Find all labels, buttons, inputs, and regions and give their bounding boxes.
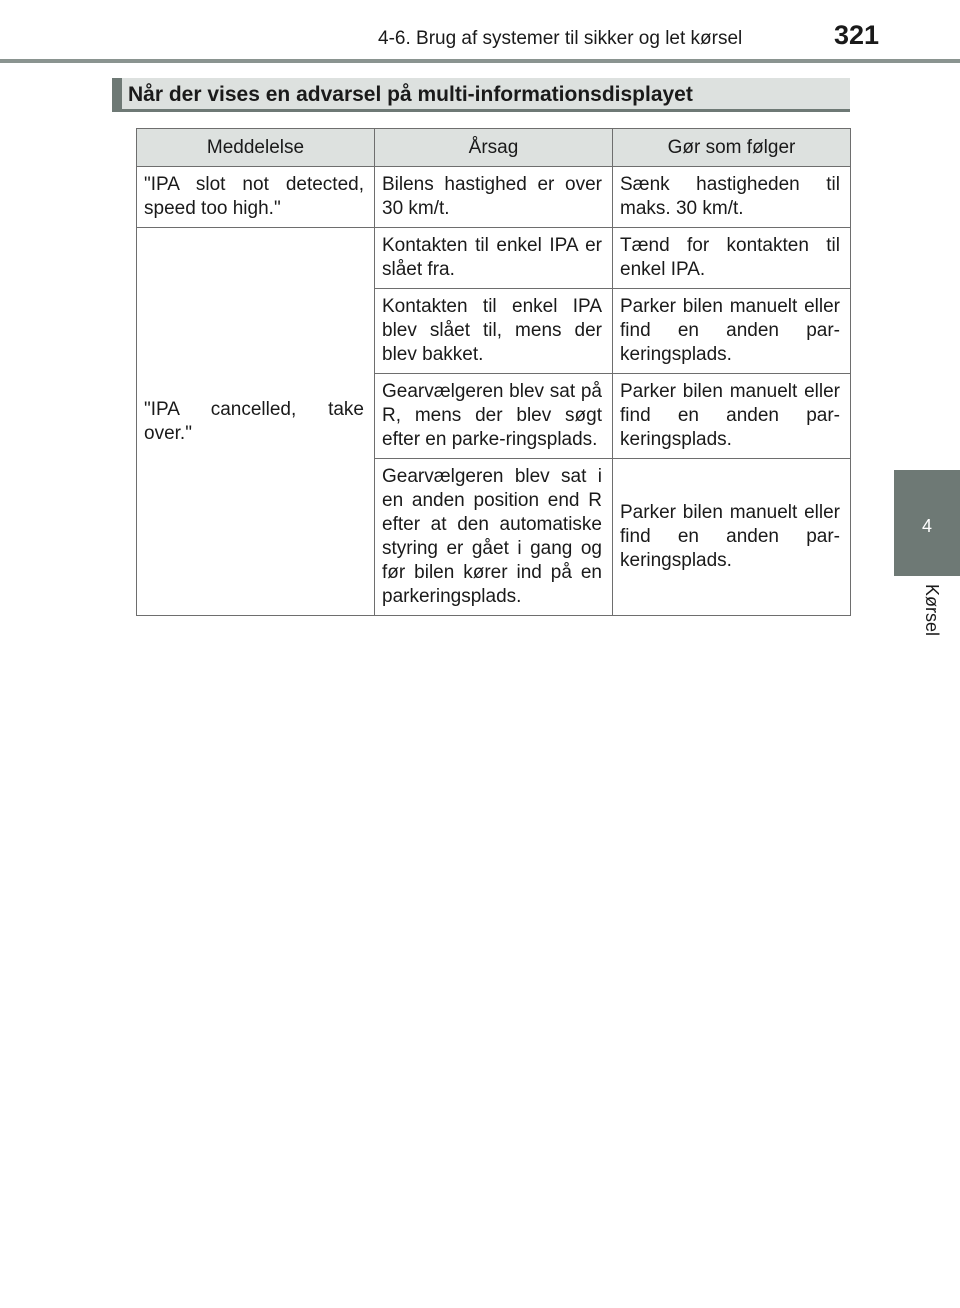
cause-cell: Kontakten til enkel IPA er slået fra. [375, 228, 613, 289]
cause-cell: Gearvælgeren blev sat i en anden position end R efter at den automatiske styring er gået i gang og før bilen kører ind på en parkeringsplads. [375, 459, 613, 616]
table-row [137, 228, 851, 289]
message-cell: "IPA slot not detected, speed too high." [137, 167, 375, 228]
message-cell: "IPA cancelled, take over." [137, 228, 375, 616]
action-cell: Parker bilen manuelt eller find en anden par-keringsplads. [613, 374, 851, 459]
chapter-tab [894, 470, 960, 576]
chapter-number: 4 [921, 516, 932, 536]
column-header-cause: Årsag [375, 129, 613, 167]
cause-cell: Gearvælgeren blev sat på R, mens der blev søgt efter en parke-ringsplads. [375, 374, 613, 459]
action-cell: Tænd for kontakten til enkel IPA. [613, 228, 851, 289]
page-number: 321 [834, 20, 880, 50]
cause-cell: Bilens hastighed er over 30 km/t. [375, 167, 613, 228]
cause-cell: Kontakten til enkel IPA blev slået til, mens der blev bakket. [375, 289, 613, 374]
column-header-action: Gør som følger [613, 129, 851, 167]
action-cell: Parker bilen manuelt eller find en anden par-keringsplads. [613, 459, 851, 616]
section-heading [112, 78, 850, 112]
warning-message-table [136, 128, 851, 616]
column-header-message: Meddelelse [137, 129, 375, 167]
running-header-title: 4-6. Brug af systemer til sikker og let kørsel [378, 28, 743, 49]
header-rule [0, 59, 960, 63]
table-row [137, 167, 851, 228]
action-cell: Parker bilen manuelt eller find en anden par-keringsplads. [613, 289, 851, 374]
section-heading-text: Når der vises en advarsel på multi-informationsdisplayet [128, 83, 693, 106]
action-cell: Sænk hastigheden til maks. 30 km/t. [613, 167, 851, 228]
table-header-row [137, 129, 851, 167]
chapter-label: Kørsel [922, 584, 942, 637]
